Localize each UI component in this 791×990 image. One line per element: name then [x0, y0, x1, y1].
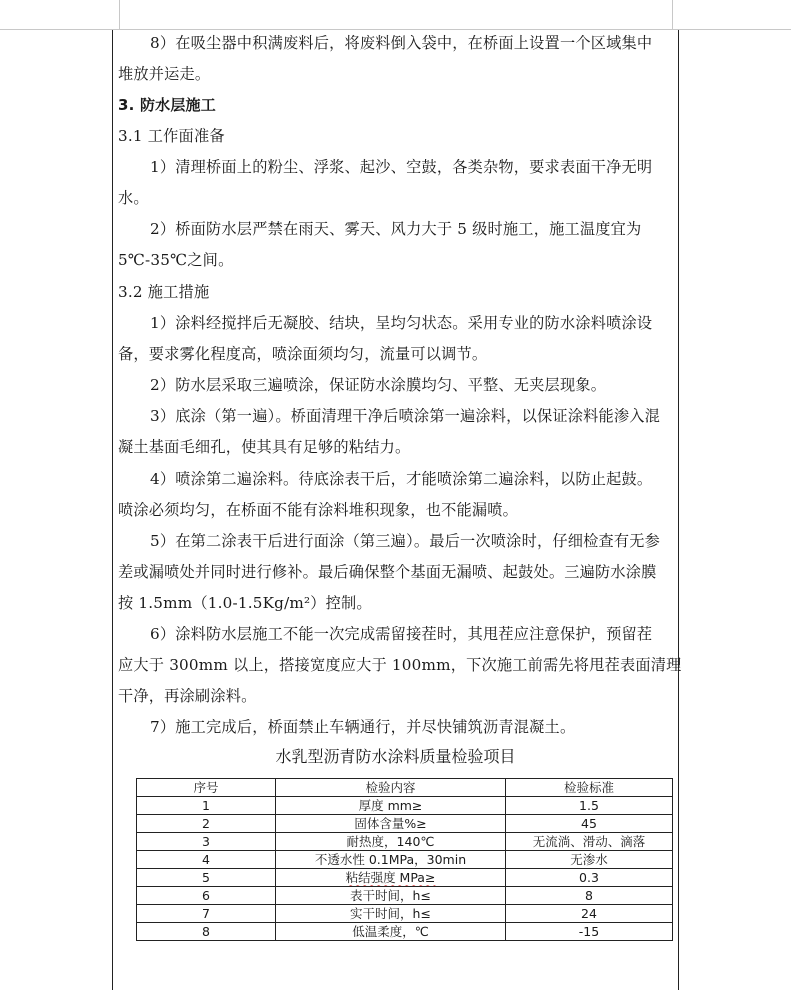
cell-item: 表干时间，h≤ — [276, 887, 506, 905]
cell-index: 5 — [137, 869, 276, 887]
subsection-heading: 3.1 工作面准备 — [118, 127, 225, 145]
table-row — [137, 833, 673, 851]
subsection-heading: 3.2 施工措施 — [118, 283, 210, 301]
cell-index: 6 — [137, 887, 276, 905]
paragraph-line: 2）防水层采取三遍喷涂，保证防水涂膜均匀、平整、无夹层现象。 — [150, 376, 607, 394]
cell-item: 耐热度，140℃ — [276, 833, 506, 851]
paragraph-line: 1）涂料经搅拌后无凝胶、结块，呈均匀状态。采用专业的防水涂料喷涂设 — [150, 314, 653, 332]
cell-standard: 无渗水 — [506, 851, 673, 869]
cell-index: 3 — [137, 833, 276, 851]
table-row — [137, 815, 673, 833]
margin-guide-left — [119, 0, 120, 30]
cell-index: 8 — [137, 923, 276, 941]
header-standard: 检验标准 — [506, 779, 673, 797]
table-header-row — [137, 779, 673, 797]
paragraph-line: 5℃-35℃之间。 — [118, 251, 234, 269]
table-row — [137, 851, 673, 869]
paragraph-line: 差或漏喷处并同时进行修补。最后确保整个基面无漏喷、起鼓处。三遍防水涂膜 — [118, 563, 657, 581]
paragraph-line: 应大于 300mm 以上，搭接宽度应大于 100mm，下次施工前需先将甩茬表面清理 — [118, 656, 682, 674]
cell-standard: 无流淌、滑动、滴落 — [506, 833, 673, 851]
table-title: 水乳型沥青防水涂料质量检验项目 — [275, 747, 516, 766]
table-row — [137, 869, 673, 887]
paragraph-line: 堆放并运走。 — [118, 65, 211, 83]
header-item: 检验内容 — [276, 779, 506, 797]
cell-standard: 8 — [506, 887, 673, 905]
paragraph-line: 按 1.5mm（1.0-1.5Kg/m²）控制。 — [118, 594, 372, 612]
cell-index: 1 — [137, 797, 276, 815]
section-heading: 3. 防水层施工 — [118, 96, 216, 114]
paragraph-line: 备，要求雾化程度高，喷涂面须均匀，流量可以调节。 — [118, 345, 488, 363]
paragraph-line: 1）清理桥面上的粉尘、浮浆、起沙、空鼓，各类杂物，要求表面干净无明 — [150, 158, 653, 176]
cell-item: 厚度 mm≥ — [276, 797, 506, 815]
cell-index: 7 — [137, 905, 276, 923]
paragraph-line: 2）桥面防水层严禁在雨天、雾天、风力大于 5 级时施工，施工温度宜为 — [150, 220, 642, 238]
paragraph-line: 6）涂料防水层施工不能一次完成需留接茬时，其甩茬应注意保护，预留茬 — [150, 625, 653, 643]
cell-standard: 0.3 — [506, 869, 673, 887]
table-row — [137, 923, 673, 941]
cell-item: 粘结强度 MPa≥ — [276, 869, 506, 887]
cell-item: 低温柔度，℃ — [276, 923, 506, 941]
cell-index: 2 — [137, 815, 276, 833]
cell-item: 固体含量%≥ — [276, 815, 506, 833]
cell-standard: -15 — [506, 923, 673, 941]
inspection-table — [136, 778, 673, 941]
table-row — [137, 797, 673, 815]
paragraph-line: 干净，再涂刷涂料。 — [118, 687, 257, 705]
cell-standard: 1.5 — [506, 797, 673, 815]
table-row — [137, 887, 673, 905]
paragraph-line: 喷涂必须均匀，在桥面不能有涂料堆积现象，也不能漏喷。 — [118, 501, 519, 519]
cell-item: 不透水性 0.1MPa，30min — [276, 851, 506, 869]
paragraph-line: 4）喷涂第二遍涂料。待底涂表干后，才能喷涂第二遍涂料，以防止起鼓。 — [150, 470, 653, 488]
paragraph-line: 3）底涂（第一遍）。桥面清理干净后喷涂第一遍涂料，以保证涂料能渗入混 — [150, 407, 661, 425]
cell-standard: 45 — [506, 815, 673, 833]
margin-guide-right — [672, 0, 673, 30]
cell-item: 实干时间，h≤ — [276, 905, 506, 923]
paragraph-line: 8）在吸尘器中积满废料后，将废料倒入袋中，在桥面上设置一个区域集中 — [150, 34, 653, 52]
cell-index: 4 — [137, 851, 276, 869]
paragraph-line: 凝土基面毛细孔，使其具有足够的粘结力。 — [118, 438, 411, 456]
paragraph-line: 7）施工完成后，桥面禁止车辆通行，并尽快铺筑沥青混凝土。 — [150, 718, 576, 736]
paragraph-line: 水。 — [118, 189, 149, 207]
header-index: 序号 — [137, 779, 276, 797]
table-row — [137, 905, 673, 923]
paragraph-line: 5）在第二涂表干后进行面涂（第三遍）。最后一次喷涂时，仔细检查有无参 — [150, 532, 661, 550]
cell-standard: 24 — [506, 905, 673, 923]
